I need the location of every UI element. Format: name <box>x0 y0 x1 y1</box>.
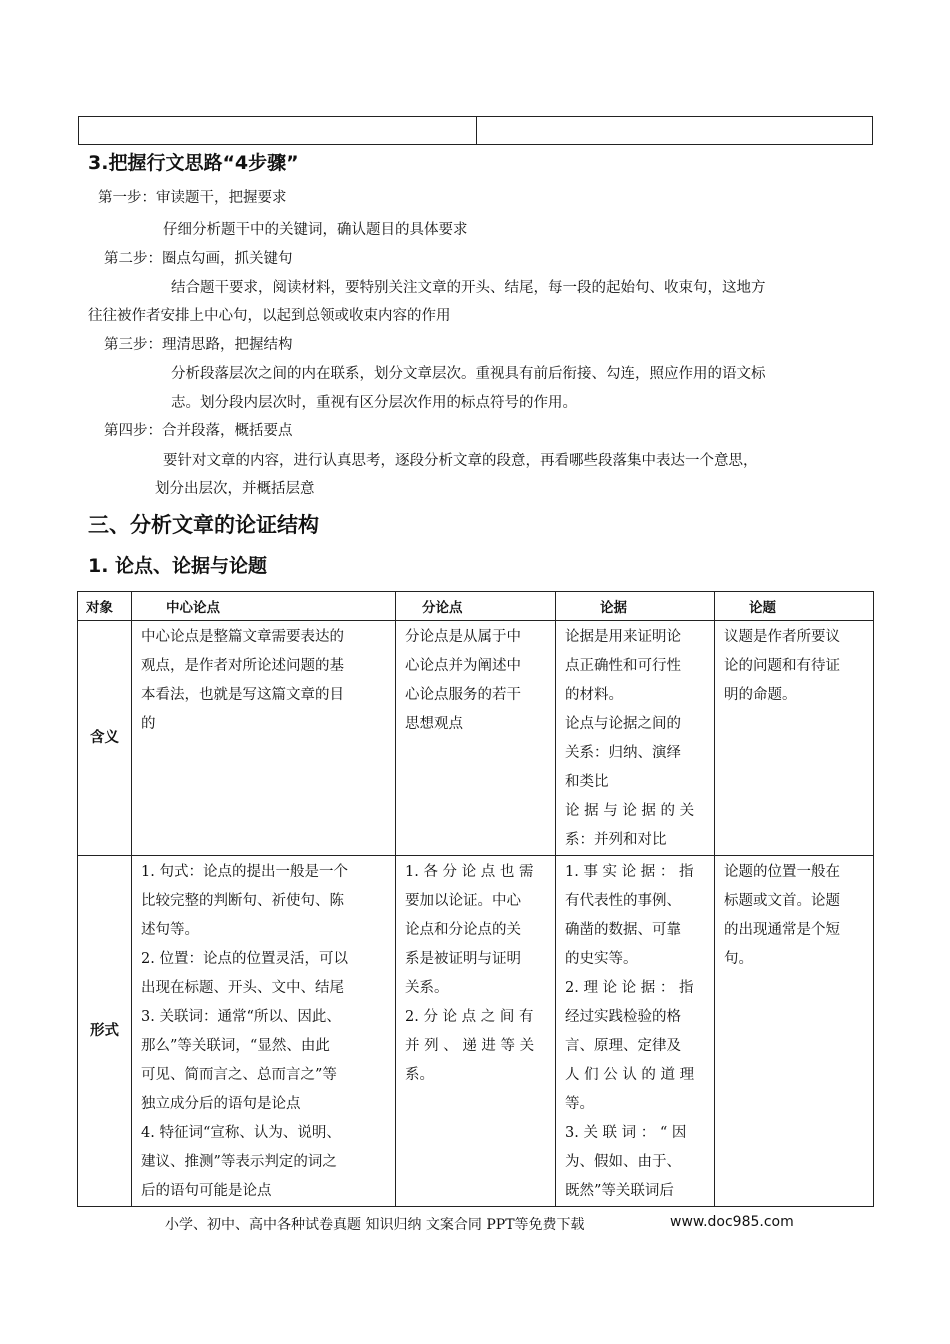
cell-line: 的 <box>141 716 156 732</box>
part-heading: 三、分析文章的论证结构 <box>88 513 319 537</box>
cell-line: 后的语句可能是论点 <box>141 1183 272 1199</box>
step-1-text: 仔细分析题干中的关键词，确认题目的具体要求 <box>163 222 468 238</box>
step-2-title: 第二步：圈点勾画，抓关键句 <box>104 251 293 267</box>
empty-cell <box>79 117 477 145</box>
meaning-evidence <box>556 621 715 856</box>
cell-line: 句。 <box>724 951 753 967</box>
cell-line: 并 列 、 递 进 等 关 <box>405 1038 535 1054</box>
step-4-text-line2: 划分出层次，并概括层意 <box>155 481 315 497</box>
meaning-central-thesis <box>132 621 396 856</box>
cell-line: 2. 位置：论点的位置灵活，可以 <box>141 951 348 967</box>
header-central-thesis: 中心论点 <box>132 592 396 621</box>
cell-line: 的史实等。 <box>565 951 638 967</box>
cell-line: 分论点是从属于中 <box>405 629 521 645</box>
cell-line: 论 据 与 论 据 的 关 <box>565 803 695 819</box>
part-subheading: 1. 论点、论据与论题 <box>88 555 268 577</box>
cell-line: 言、原理、定律及 <box>565 1038 681 1054</box>
row-label-meaning: 含义 <box>78 621 132 856</box>
meaning-sub-thesis <box>396 621 556 856</box>
form-evidence <box>556 856 715 1207</box>
cell-line: 比较完整的判断句、祈使句、陈 <box>141 893 344 909</box>
header-topic: 论题 <box>715 592 874 621</box>
cell-line: 中心论点是整篇文章需要表达的 <box>141 629 344 645</box>
cell-line: 3. 关联词：通常“所以、因此、 <box>141 1009 341 1025</box>
argument-table <box>77 591 874 1207</box>
header-evidence: 论据 <box>556 592 715 621</box>
cell-line: 点正确性和可行性 <box>565 658 681 674</box>
cell-line: 关系：归纳、演绎 <box>565 745 681 761</box>
footer-text: 小学、初中、高中各种试卷真题 知识归纳 文案合同 PPT等免费下载 <box>165 1217 585 1233</box>
section-title: 3.把握行文思路“4步骤” <box>88 152 299 174</box>
cell-line: 系。 <box>405 1067 434 1083</box>
cell-line: 有代表性的事例、 <box>565 893 681 909</box>
form-sub-thesis <box>396 856 556 1207</box>
step-3-text-line1: 分析段落层次之间的内在联系，划分文章层次。重视具有前后衔接、勾连，照应作用的语文标 <box>171 366 766 382</box>
cell-line: 既然”等关联词后 <box>565 1183 674 1199</box>
cell-line: 出现在标题、开头、文中、结尾 <box>141 980 344 996</box>
cell-line: 述句等。 <box>141 922 199 938</box>
cell-line: 观点，是作者对所论述问题的基 <box>141 658 344 674</box>
cell-line: 论题的位置一般在 <box>724 864 840 880</box>
step-3-title: 第三步：理清思路，把握结构 <box>104 337 293 353</box>
cell-line: 论的问题和有待证 <box>724 658 840 674</box>
cell-line: 思想观点 <box>405 716 463 732</box>
cell-line: 本看法，也就是写这篇文章的目 <box>141 687 344 703</box>
cell-line: 论据是用来证明论 <box>565 629 681 645</box>
cell-line: 明的命题。 <box>724 687 797 703</box>
empty-top-table <box>78 116 873 145</box>
cell-line: 为、假如、由于、 <box>565 1154 681 1170</box>
cell-line: 议题是作者所要议 <box>724 629 840 645</box>
cell-line: 心论点并为阐述中 <box>405 658 521 674</box>
form-central-thesis <box>132 856 396 1207</box>
cell-line: 1. 各 分 论 点 也 需 <box>405 864 534 880</box>
cell-line: 标题或文首。论题 <box>724 893 840 909</box>
table-header-row <box>78 592 874 621</box>
cell-line: 的材料。 <box>565 687 623 703</box>
row-label-form: 形式 <box>78 856 132 1207</box>
footer-url[interactable]: www.doc985.com <box>670 1214 794 1230</box>
table-row-meaning <box>78 621 874 856</box>
cell-line: 1. 句式：论点的提出一般是一个 <box>141 864 348 880</box>
cell-line: 那么”等关联词，“显然、由此 <box>141 1038 330 1054</box>
cell-line: 可见、简而言之、总而言之”等 <box>141 1067 337 1083</box>
cell-line: 经过实践检验的格 <box>565 1009 681 1025</box>
step-2-text-line1: 结合题干要求，阅读材料，要特别关注文章的开头、结尾，每一段的起始句、收束句，这地方 <box>171 280 766 296</box>
cell-line: 等。 <box>565 1096 594 1112</box>
header-sub-thesis: 分论点 <box>396 592 556 621</box>
cell-line: 4. 特征词“宣称、认为、说明、 <box>141 1125 341 1141</box>
step-1-title: 第一步：审读题干，把握要求 <box>98 190 287 206</box>
cell-line: 关系。 <box>405 980 449 996</box>
cell-line: 人 们 公 认 的 道 理 <box>565 1067 695 1083</box>
table-row-form <box>78 856 874 1207</box>
header-object: 对象 <box>78 592 132 621</box>
cell-line: 的出现通常是个短 <box>724 922 840 938</box>
cell-line: 1. 事 实 论 据 ： 指 <box>565 864 694 880</box>
cell-line: 2. 分 论 点 之 间 有 <box>405 1009 534 1025</box>
meaning-topic <box>715 621 874 856</box>
cell-line: 建议、推测”等表示判定的词之 <box>141 1154 337 1170</box>
empty-cell <box>477 117 873 145</box>
step-4-text-line1: 要针对文章的内容，进行认真思考，逐段分析文章的段意，再看哪些段落集中表达一个意思， <box>163 453 758 469</box>
cell-line: 确凿的数据、可靠 <box>565 922 681 938</box>
form-topic <box>715 856 874 1207</box>
cell-line: 系是被证明与证明 <box>405 951 521 967</box>
cell-line: 论点和分论点的关 <box>405 922 521 938</box>
cell-line: 3. 关 联 词 ： “ 因 <box>565 1125 687 1141</box>
cell-line: 论点与论据之间的 <box>565 716 681 732</box>
step-4-title: 第四步：合并段落，概括要点 <box>104 423 293 439</box>
cell-line: 心论点服务的若干 <box>405 687 521 703</box>
cell-line: 2. 理 论 论 据 ： 指 <box>565 980 694 996</box>
cell-line: 要加以论证。中心 <box>405 893 521 909</box>
cell-line: 独立成分后的语句是论点 <box>141 1096 301 1112</box>
cell-line: 和类比 <box>565 774 609 790</box>
step-2-text-line2: 往往被作者安排上中心句，以起到总领或收束内容的作用 <box>88 308 451 324</box>
step-3-text-line2: 志。划分段内层次时，重视有区分层次作用的标点符号的作用。 <box>171 395 577 411</box>
cell-line: 系：并列和对比 <box>565 832 667 848</box>
